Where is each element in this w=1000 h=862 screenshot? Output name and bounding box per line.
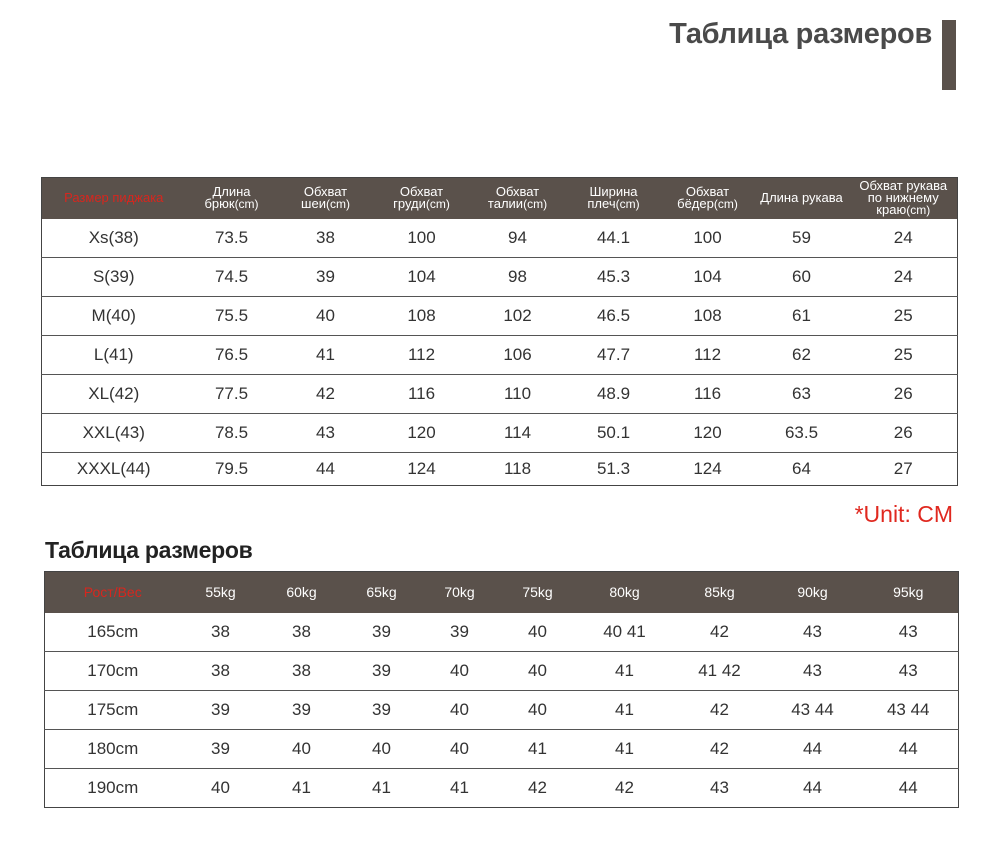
size-value-cell: 40 xyxy=(261,729,343,768)
table-row xyxy=(45,729,959,768)
size-value-cell: 43 xyxy=(767,651,859,690)
table-row xyxy=(42,413,958,452)
table-row xyxy=(45,690,959,729)
size-value-cell: 38 xyxy=(261,613,343,652)
measurement-cell: 63.5 xyxy=(754,413,850,452)
size-header-label: Длина рукава xyxy=(760,190,843,206)
size-value-cell: 40 xyxy=(421,690,499,729)
size-label-cell: M(40) xyxy=(42,296,186,335)
measurement-cell: 43 xyxy=(278,413,374,452)
measurement-cell: 45.3 xyxy=(566,257,662,296)
size-value-cell: 44 xyxy=(767,729,859,768)
measurement-cell: 47.7 xyxy=(566,335,662,374)
measurement-cell: 51.3 xyxy=(596,458,631,478)
size-value-cell: 41 xyxy=(577,651,673,690)
measurement-cell: 27 xyxy=(893,458,913,478)
measurement-cell: 78.5 xyxy=(186,413,278,452)
size-header-unit: (cm) xyxy=(425,197,450,212)
size-header-label: Обхват талии xyxy=(487,184,540,212)
size-value-cell: 39 xyxy=(343,690,421,729)
table-row xyxy=(42,452,958,485)
table-row xyxy=(45,613,959,652)
size-header-unit: (cm) xyxy=(325,197,350,212)
size-value-cell: 41 xyxy=(577,690,673,729)
size-value-cell: 38 xyxy=(181,651,261,690)
section-title: Таблица размеров xyxy=(45,537,253,563)
size-value-cell: 41 xyxy=(292,777,311,797)
size-label-cell: XL(42) xyxy=(42,374,186,413)
size-header-cell xyxy=(850,178,958,219)
measurement-cell: 108 xyxy=(662,296,754,335)
size-header-cell xyxy=(754,178,850,219)
measurement-cell: 26 xyxy=(850,374,958,413)
height-header-cell: 70kg xyxy=(421,572,499,613)
size-label-cell: L(41) xyxy=(42,335,186,374)
measurement-cell: 118 xyxy=(503,458,532,478)
measurement-cell: 120 xyxy=(374,413,470,452)
measurement-cell: 77.5 xyxy=(186,374,278,413)
size-value-cell: 40 xyxy=(499,651,577,690)
size-label-cell: Xs(38) xyxy=(42,219,186,258)
size-value-cell: 44 xyxy=(898,777,918,797)
size-header-label: Обхват рукава по нижнему краю xyxy=(859,178,948,218)
measurement-cell: 24 xyxy=(850,257,958,296)
size-header-label: Обхват шеи xyxy=(301,184,348,212)
size-header-cell xyxy=(374,178,470,219)
size-value-cell: 41 42 xyxy=(673,651,767,690)
size-value-cell: 39 xyxy=(421,613,499,652)
measurement-cell: 62 xyxy=(754,335,850,374)
size-value-cell: 40 xyxy=(421,651,499,690)
measurement-cell: 98 xyxy=(470,257,566,296)
size-value-cell: 43 xyxy=(767,613,859,652)
size-header-unit: (cm) xyxy=(234,197,259,212)
measurement-cell: 59 xyxy=(754,219,850,258)
height-header-cell: 95kg xyxy=(859,572,959,613)
size-value-cell: 38 xyxy=(181,613,261,652)
size-header-unit: (cm) xyxy=(523,197,548,212)
size-value-cell: 40 41 xyxy=(577,613,673,652)
height-weight-table xyxy=(44,571,959,808)
jacket-size-table xyxy=(41,177,958,486)
measurement-cell: 100 xyxy=(662,219,754,258)
size-header-unit: (cm) xyxy=(713,197,738,212)
height-header-cell: 60kg xyxy=(261,572,343,613)
height-label-cell: 190cm xyxy=(87,777,139,797)
size-value-cell: 38 xyxy=(261,651,343,690)
measurement-cell: 102 xyxy=(470,296,566,335)
measurement-cell: 79.5 xyxy=(214,458,249,478)
table-row xyxy=(45,768,959,807)
measurement-cell: 50.1 xyxy=(566,413,662,452)
size-header-label: Обхват груди xyxy=(393,184,444,212)
measurement-cell: 26 xyxy=(850,413,958,452)
size-header-unit: (cm) xyxy=(906,203,931,218)
size-header-cell xyxy=(42,178,186,219)
measurement-cell: 104 xyxy=(662,257,754,296)
title-accent-bar xyxy=(942,20,956,90)
size-value-cell: 41 xyxy=(372,777,391,797)
measurement-cell: 120 xyxy=(662,413,754,452)
measurement-cell: 110 xyxy=(470,374,566,413)
table-row xyxy=(42,374,958,413)
measurement-cell: 64 xyxy=(792,458,811,478)
size-value-cell: 39 xyxy=(181,729,261,768)
size-value-cell: 42 xyxy=(615,777,634,797)
measurement-cell: 44.1 xyxy=(566,219,662,258)
height-header-cell: 75kg xyxy=(499,572,577,613)
measurement-cell: 61 xyxy=(754,296,850,335)
table-row xyxy=(42,335,958,374)
height-header-cell: 80kg xyxy=(577,572,673,613)
measurement-cell: 38 xyxy=(278,219,374,258)
size-value-cell: 43 xyxy=(710,777,729,797)
size-value-cell: 41 xyxy=(450,777,469,797)
measurement-cell: 73.5 xyxy=(186,219,278,258)
size-header-unit: (cm) xyxy=(615,197,640,212)
table-row xyxy=(42,219,958,258)
measurement-cell: 106 xyxy=(470,335,566,374)
height-label-cell: 170cm xyxy=(45,651,181,690)
measurement-cell: 40 xyxy=(278,296,374,335)
measurement-cell: 114 xyxy=(470,413,566,452)
size-table-header-row xyxy=(42,178,958,219)
page-title: Таблица размеров xyxy=(669,18,932,50)
measurement-cell: 41 xyxy=(278,335,374,374)
size-value-cell: 40 xyxy=(343,729,421,768)
size-header-label: Ширина плеч xyxy=(587,184,638,212)
size-label-cell: XXL(43) xyxy=(42,413,186,452)
measurement-cell: 116 xyxy=(662,374,754,413)
size-value-cell: 39 xyxy=(261,690,343,729)
height-header-cell: Рост/Вес xyxy=(45,572,181,613)
size-value-cell: 40 xyxy=(499,613,577,652)
size-value-cell: 43 xyxy=(859,651,959,690)
size-value-cell: 39 xyxy=(181,690,261,729)
measurement-cell: 25 xyxy=(850,335,958,374)
size-label-cell: S(39) xyxy=(42,257,186,296)
measurement-cell: 112 xyxy=(374,335,470,374)
measurement-cell: 60 xyxy=(754,257,850,296)
measurement-cell: 76.5 xyxy=(186,335,278,374)
height-header-cell: 55kg xyxy=(181,572,261,613)
size-value-cell: 44 xyxy=(803,777,822,797)
height-header-cell: 90kg xyxy=(767,572,859,613)
size-value-cell: 42 xyxy=(673,729,767,768)
size-header-cell xyxy=(566,178,662,219)
measurement-cell: 42 xyxy=(278,374,374,413)
measurement-cell: 116 xyxy=(374,374,470,413)
height-label-cell: 180cm xyxy=(45,729,181,768)
measurement-cell: 63 xyxy=(754,374,850,413)
measurement-cell: 100 xyxy=(374,219,470,258)
measurement-cell: 74.5 xyxy=(186,257,278,296)
size-label-cell: XXXL(44) xyxy=(76,458,151,478)
size-value-cell: 41 xyxy=(499,729,577,768)
height-label-cell: 175cm xyxy=(45,690,181,729)
size-header-label: Обхват бёдер xyxy=(677,184,730,212)
height-header-cell: 65kg xyxy=(343,572,421,613)
size-value-cell: 40 xyxy=(211,777,230,797)
size-value-cell: 43 44 xyxy=(767,690,859,729)
size-value-cell: 40 xyxy=(499,690,577,729)
measurement-cell: 112 xyxy=(662,335,754,374)
size-header-cell xyxy=(662,178,754,219)
size-value-cell: 41 xyxy=(577,729,673,768)
size-value-cell: 39 xyxy=(343,651,421,690)
measurement-cell: 48.9 xyxy=(566,374,662,413)
measurement-cell: 44 xyxy=(316,458,335,478)
size-value-cell: 42 xyxy=(673,690,767,729)
measurement-cell: 39 xyxy=(278,257,374,296)
size-value-cell: 40 xyxy=(421,729,499,768)
height-table-header-row xyxy=(45,572,959,613)
size-header-cell xyxy=(278,178,374,219)
measurement-cell: 24 xyxy=(850,219,958,258)
table-row xyxy=(42,296,958,335)
table-row xyxy=(45,651,959,690)
size-value-cell: 42 xyxy=(528,777,547,797)
measurement-cell: 75.5 xyxy=(186,296,278,335)
measurement-cell: 94 xyxy=(470,219,566,258)
size-header-label: Длина брюк xyxy=(204,184,251,212)
measurement-cell: 25 xyxy=(850,296,958,335)
height-label-cell: 165cm xyxy=(45,613,181,652)
measurement-cell: 124 xyxy=(407,458,436,478)
measurement-cell: 104 xyxy=(374,257,470,296)
size-header-label: Размер пиджака xyxy=(64,190,164,206)
measurement-cell: 108 xyxy=(374,296,470,335)
table-row xyxy=(42,257,958,296)
measurement-cell: 124 xyxy=(693,458,722,478)
size-value-cell: 43 xyxy=(859,613,959,652)
size-header-cell xyxy=(186,178,278,219)
measurement-cell: 46.5 xyxy=(566,296,662,335)
size-value-cell: 42 xyxy=(673,613,767,652)
size-value-cell: 39 xyxy=(343,613,421,652)
size-value-cell: 43 44 xyxy=(859,690,959,729)
size-value-cell: 44 xyxy=(859,729,959,768)
height-header-cell: 85kg xyxy=(673,572,767,613)
size-header-cell xyxy=(470,178,566,219)
unit-note: *Unit: CM xyxy=(854,501,953,527)
